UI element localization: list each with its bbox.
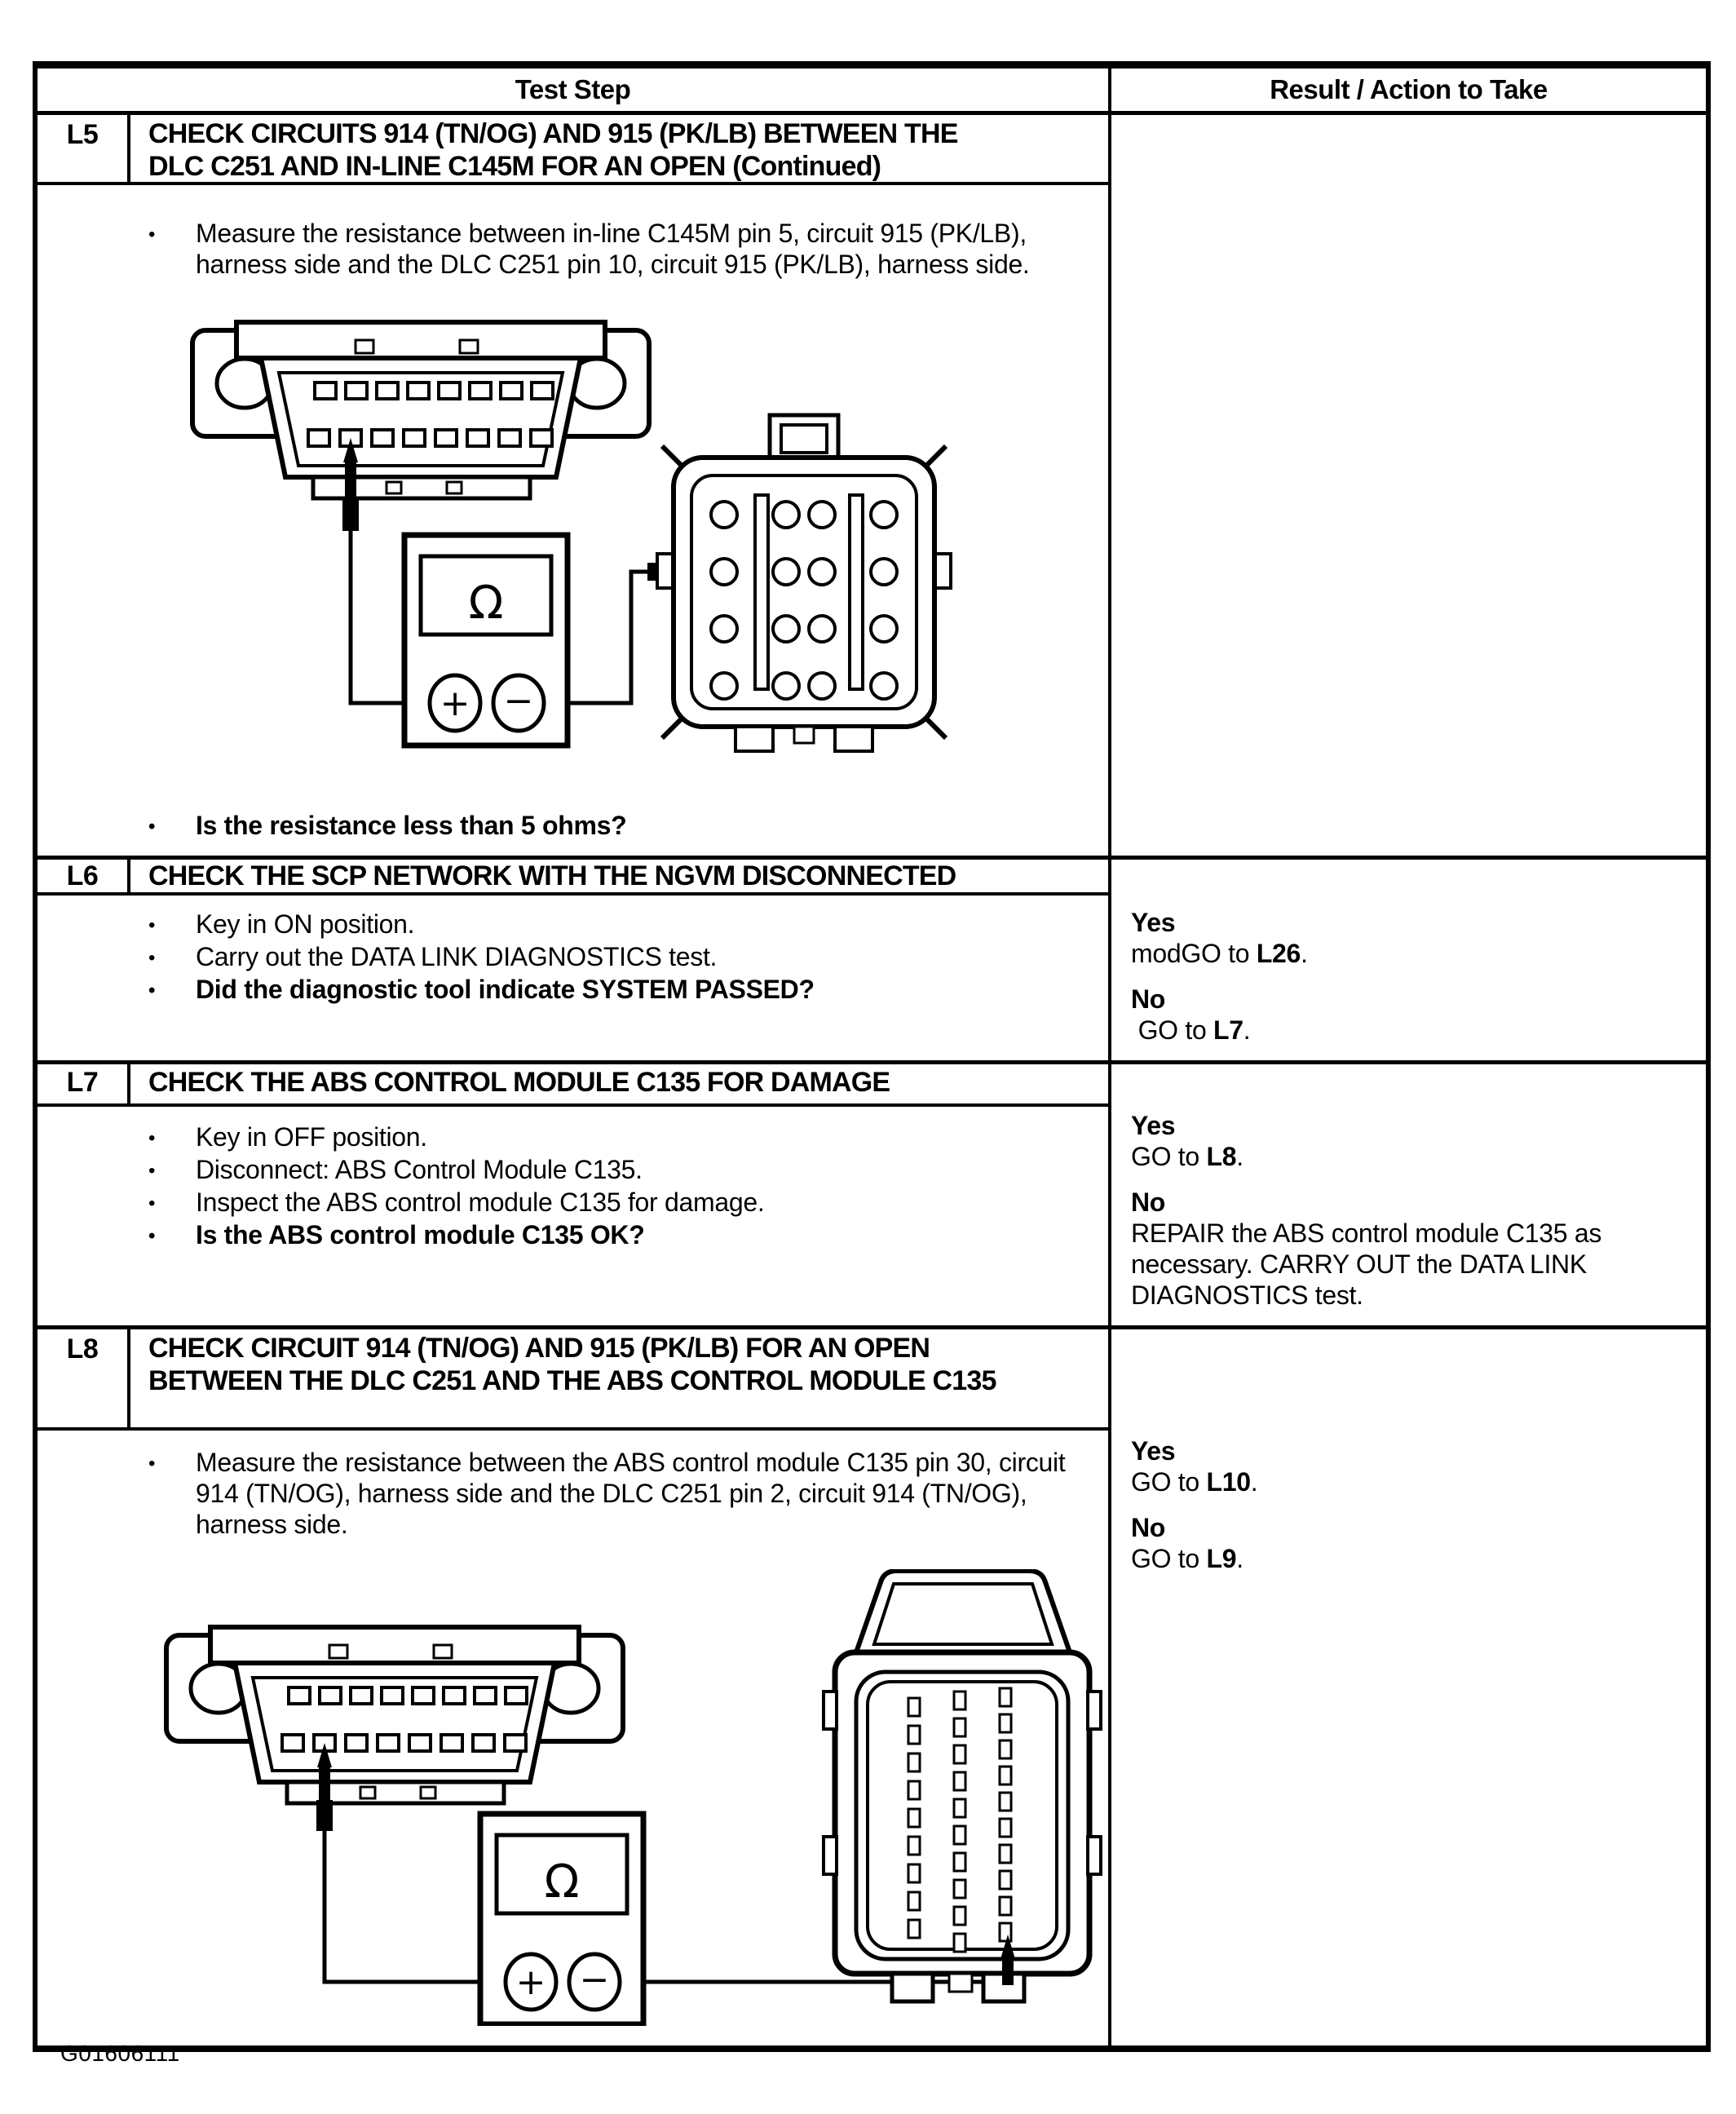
result-yes [1131,1435,1693,1497]
bullet-icon: • [148,1192,156,1214]
measurement-diagram-l8 [142,1569,1104,2026]
question-text: Is the ABS control module C135 OK? [196,1220,645,1249]
result-no [1131,984,1693,1046]
question-bullet [38,974,1108,1006]
instruction-bullet [38,1154,1108,1187]
instruction-text: Measure the resistance between the ABS control module C135 pin 30, circuit 914 (TN/OG), harness side and the DLC C251 pin 2, circuit 914 (TN/OG), harness side. [196,1448,1066,1539]
bullet-icon: • [148,1453,156,1475]
instruction-text: Key in OFF position. [196,1122,427,1152]
verdict-label: Yes [1131,908,1176,937]
ohmmeter-icon [404,535,568,745]
test-row-l7 [38,1060,1706,1325]
plus-terminal: + [515,1961,546,2003]
action-text: GO to L9. [1131,1544,1243,1573]
dlc-connector-icon [166,1627,623,1803]
inline-connector-icon [657,415,951,751]
step-id-l7: L7 [38,1064,130,1103]
verdict-label: No [1131,984,1166,1014]
verdict-label: No [1131,1513,1166,1542]
action-text: REPAIR the ABS control module C135 as necessary. CARRY OUT the DATA LINK DIAGNOSTICS test. [1131,1218,1602,1310]
question-bullet [38,810,1108,843]
header-result-action: Result / Action to Take [1108,69,1706,111]
instruction-text: Carry out the DATA LINK DIAGNOSTICS test. [196,942,718,971]
instruction-bullet [38,909,1108,941]
instruction-text: Measure the resistance between in-line C145M pin 5, circuit 915 (PK/LB), harness side and the DLC C251 pin 10, circuit 915 (PK/LB), harness side. [196,219,1030,279]
result-yes [1131,1110,1693,1172]
step-title-l7: CHECK THE ABS CONTROL MODULE C135 FOR DAMAGE [148,1067,890,1098]
header-test-step: Test Step [515,74,631,104]
step-title-l6: CHECK THE SCP NETWORK WITH THE NGVM DISCONNECTED [148,860,956,891]
plus-terminal: + [440,683,470,724]
measurement-diagram-l5 [160,303,959,758]
minus-terminal: − [503,680,534,722]
ohm-symbol: Ω [468,577,504,630]
test-row-l6 [38,856,1706,1060]
test-row-l5 [38,111,1706,856]
question-bullet [38,1219,1108,1252]
table-header-row [38,69,1706,111]
step-id-l8: L8 [38,1329,130,1427]
verdict-label: No [1131,1187,1166,1217]
ohmmeter-icon [480,1814,643,2024]
instruction-bullet [38,218,1108,280]
bullet-icon: • [148,947,156,969]
question-text: Did the diagnostic tool indicate SYSTEM PASSED? [196,975,815,1004]
instruction-text: Inspect the ABS control module C135 for damage. [196,1187,765,1217]
bullet-icon: • [148,223,156,245]
bullet-icon: • [148,914,156,936]
result-no [1131,1512,1693,1574]
pinpoint-test-table [33,61,1711,2052]
instruction-bullet [38,1447,1108,1540]
action-text: GO to L7. [1131,1015,1251,1045]
verdict-label: Yes [1131,1111,1176,1140]
instruction-bullet [38,1121,1108,1154]
step-id-l6: L6 [38,860,130,892]
verdict-label: Yes [1131,1436,1176,1466]
result-cell-l5 [1108,115,1706,856]
bullet-icon: • [148,1127,156,1149]
test-row-l8 [38,1325,1706,2045]
instruction-text: Disconnect: ABS Control Module C135. [196,1155,643,1184]
action-text: modGO to L26. [1131,939,1308,968]
result-yes [1131,907,1693,969]
bullet-icon: • [148,816,156,838]
ohm-symbol: Ω [544,1855,580,1908]
dlc-connector-icon [192,322,649,498]
bullet-icon: • [148,980,156,1002]
result-cell-l8 [1108,1329,1706,2045]
result-no [1131,1187,1693,1311]
abs-connector-icon [824,1571,1101,2001]
action-text: GO to L10. [1131,1467,1258,1497]
step-title-l5: CHECK CIRCUITS 914 (TN/OG) AND 915 (PK/LB) BETWEEN THE DLC C251 AND IN-LINE C145M FOR AN OPEN (Continued) [148,118,958,182]
bullet-icon: • [148,1160,156,1182]
result-cell-l6 [1108,860,1706,1060]
instruction-bullet [38,1187,1108,1219]
bullet-icon: • [148,1225,156,1247]
figure-code: G01606111 [60,2041,180,2066]
step-id-l5: L5 [38,115,130,182]
minus-terminal: − [579,1959,610,2001]
result-cell-l7 [1108,1064,1706,1325]
instruction-bullet [38,941,1108,974]
instruction-text: Key in ON position. [196,909,415,939]
action-text: GO to L8. [1131,1142,1243,1171]
question-text: Is the resistance less than 5 ohms? [196,811,627,840]
step-title-l8: CHECK CIRCUIT 914 (TN/OG) AND 915 (PK/LB) FOR AN OPEN BETWEEN THE DLC C251 AND THE ABS CONTROL MODULE C135 [148,1333,996,1396]
